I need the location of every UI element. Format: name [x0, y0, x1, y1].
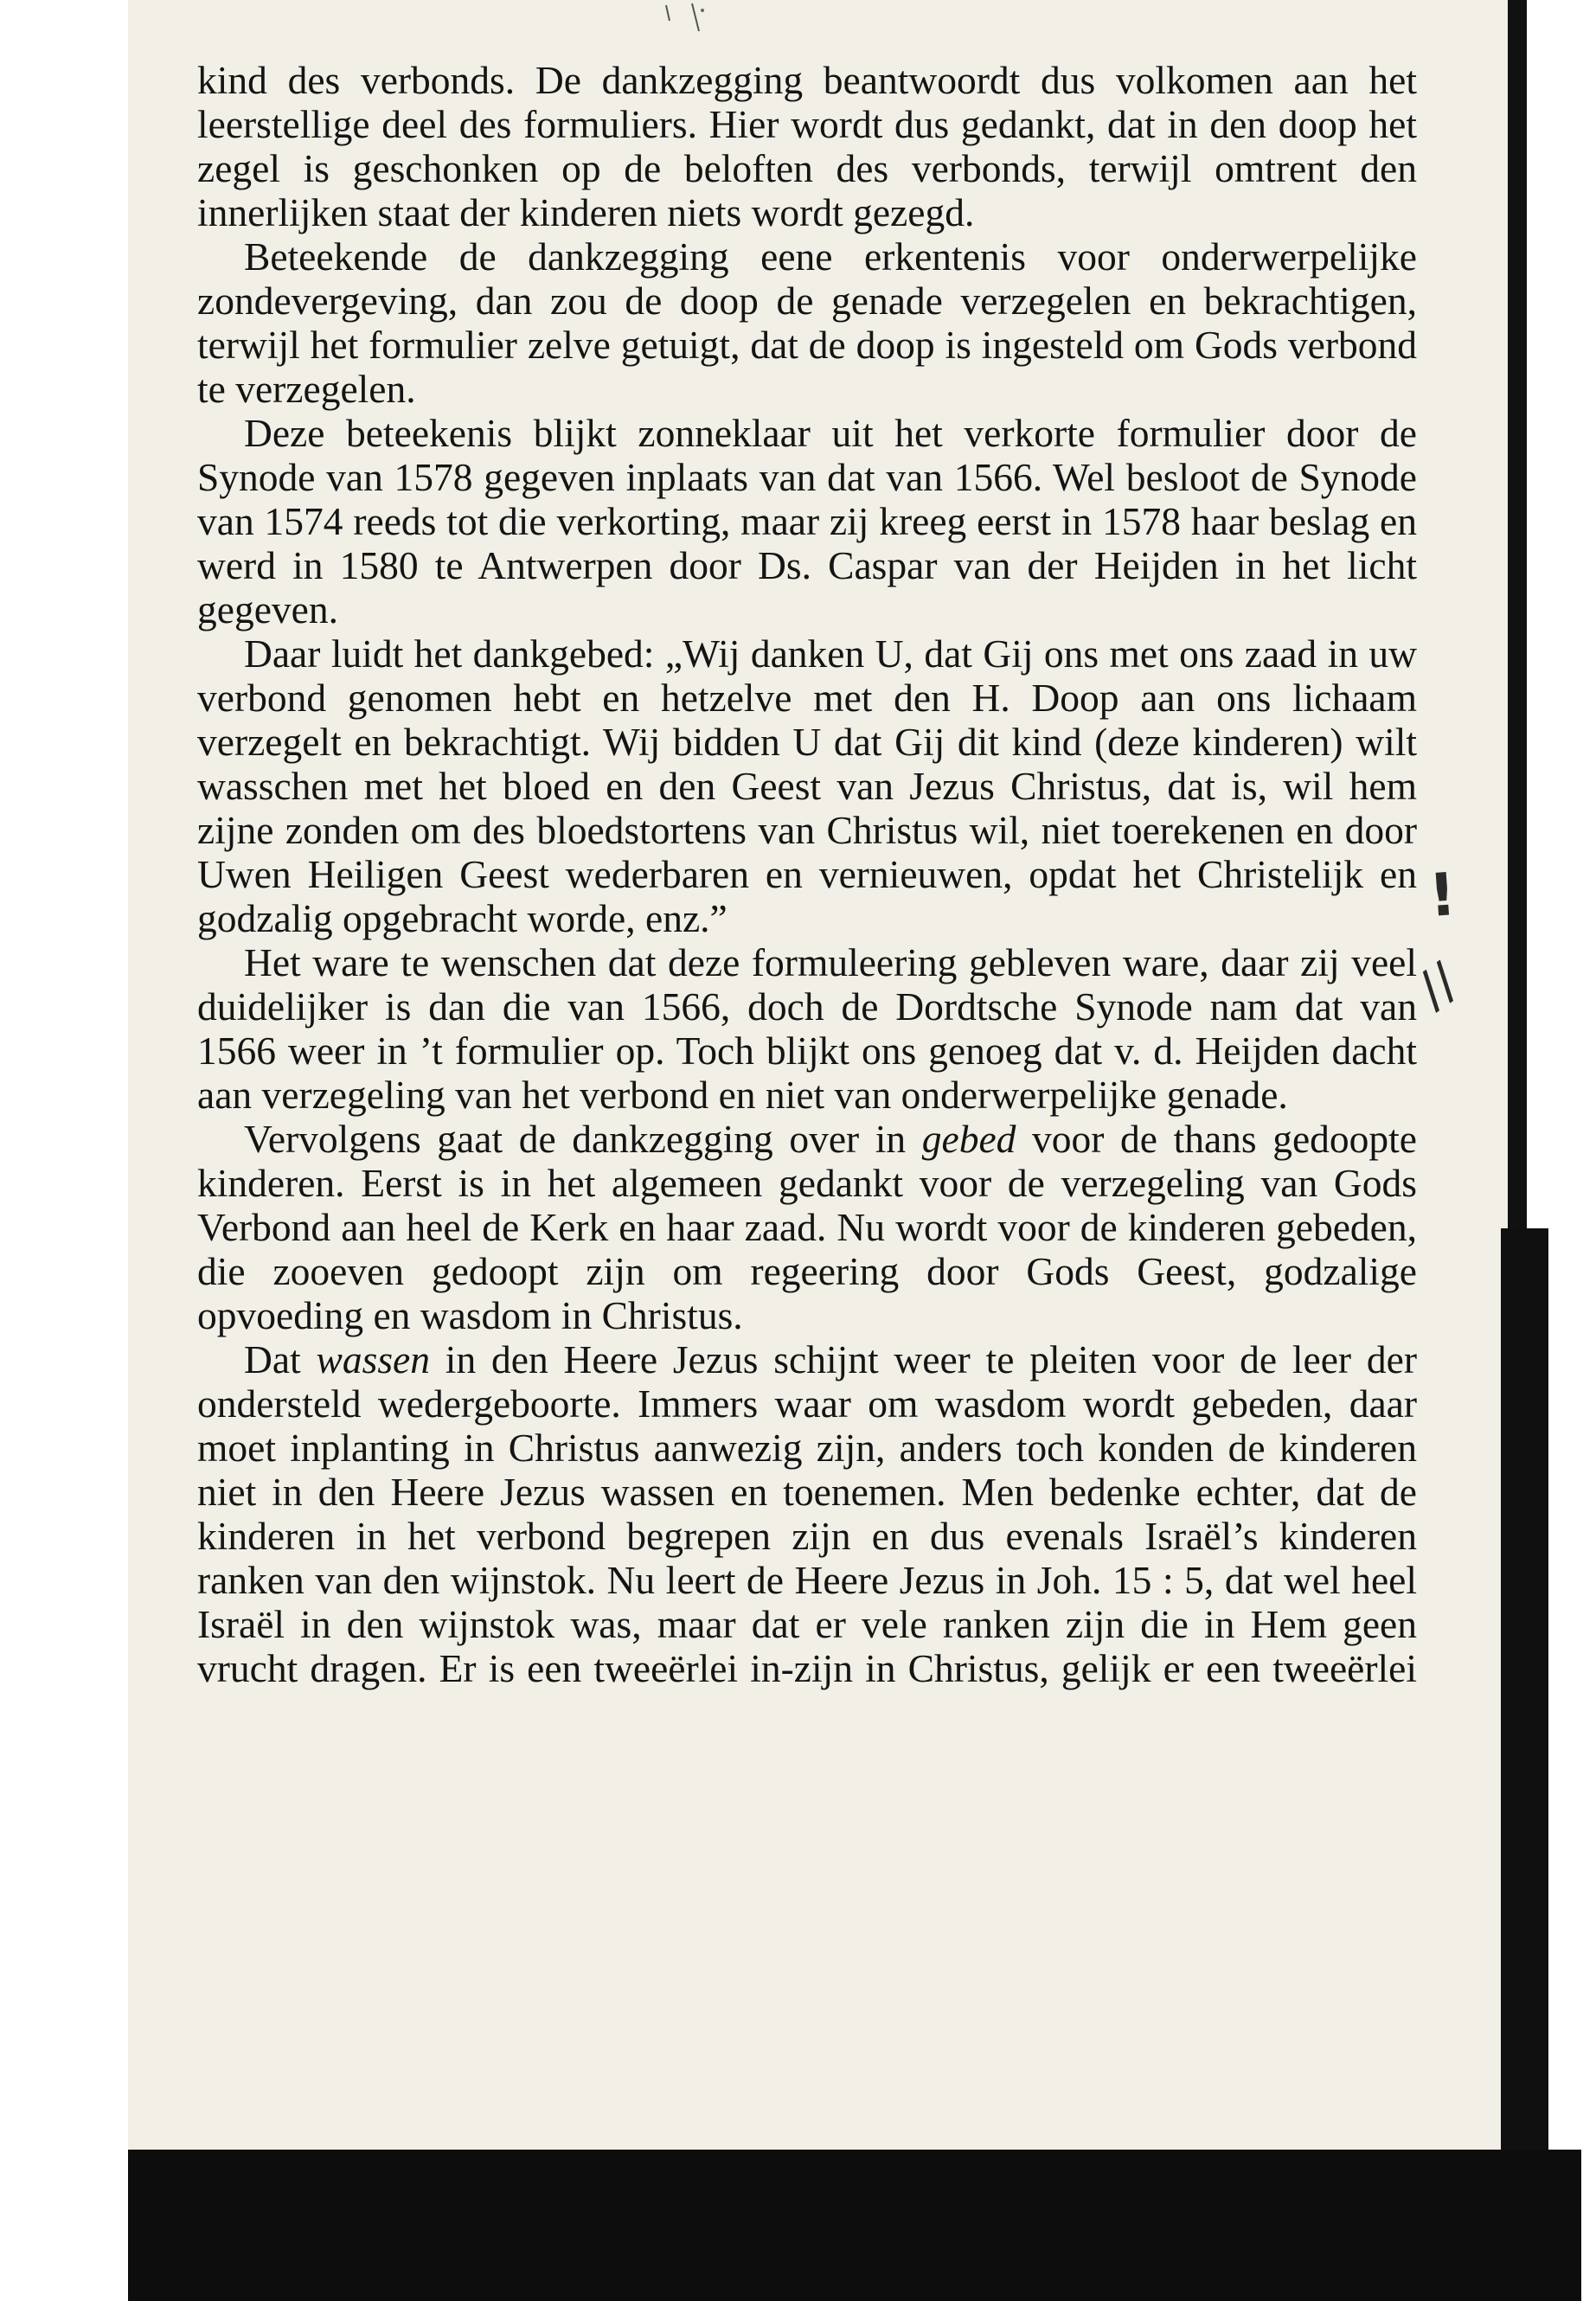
page-edge-shadow-lower — [1501, 1228, 1548, 2150]
paragraph-text: Vervolgens gaat de dankzegging over in — [244, 1117, 922, 1161]
paragraph-text: voor de thans gedoopte kinderen. Eerst is in het algemeen gedankt voor de verzegeling van Gods Verbond aan heel de Kerk en haar zaad. Nu wordt voor de kinderen gebeden, die zooeven gedoopt zijn om regeering door Gods Geest, godzalige opvoeding en wasdom in Christus. — [197, 1117, 1418, 1337]
paragraph: Het ware te wenschen dat deze formuleering gebleven ware, daar zij veel duidelijker is dan die van 1566, doch de Dordtsche Synode nam dat van 1566 weer in ’t formulier op. Toch blijkt ons genoeg dat v. d. Heijden dacht aan verzegeling van het verbond en niet van onderwerpelijke genade. — [197, 940, 1417, 1117]
paragraph: Daar luidt het dankgebed: „Wij danken U, dat Gij ons met ons zaad in uw verbond genomen hebt en hetzelve met den H. Doop aan ons lichaam verzegelt en bekrachtigt. Wij bidden U dat Gij dit kind (deze kinderen) wilt wasschen met het bloed en den Geest van Jezus Christus, dat is, wil hem zijne zonden om des bloedstortens van Christus wil, niet toerekenen en door Uwen Heiligen Geest wederbaren en vernieuwen, opdat het Christelijk en godzalig opgebracht worde, enz.” — [197, 631, 1417, 940]
margin-exclamation-mark: ! — [1426, 861, 1458, 931]
paragraph: kind des verbonds. De dankzegging beantwoordt dus volkomen aan het leerstellige deel des formuliers. Hier wordt dus gedankt, dat in den doop het zegel is geschonken op de beloften des verbonds, terwijl omtrent den innerlijken staat der kinderen niets wordt gezegd. — [197, 58, 1417, 234]
paragraph-text: Dat — [244, 1337, 317, 1381]
margin-slash-mark: // — [1407, 951, 1469, 1020]
paragraph-text: in den Heere Jezus schijnt weer te pleiten voor de leer der ondersteld wedergeboorte. Immers waar om wasdom wordt gebeden, daar moet inplanting in Christus aanwezig zijn, anders toch konden de kinderen niet in den Heere Jezus wassen en toenemen. Men bedenke echter, dat de kinderen in het verbond begrepen zijn en dus evenals Israël’s kinderen ranken van den wijnstok. Nu leert de Heere Jezus in Joh. 15 : 5, dat wel heel Israël in den wijnstok was, maar dat er vele ranken zijn die in Hem geen vrucht dragen. Er is een tweeërlei in-zijn in Christus, gelijk er een tweeërlei — [197, 1337, 1417, 1690]
page-edge-shadow — [1508, 0, 1527, 1228]
paragraph: Beteekende de dankzegging eene erkentenis voor onderwerpelijke zondevergeving, dan zou de doop de genade verzegelen en bekrachtigen, terwijl het formulier zelve getuigt, dat de doop is ingesteld om Gods verbond te verzegelen. — [197, 234, 1417, 411]
ink-speck-mark — [657, 2, 718, 36]
paragraph: Deze beteekenis blijkt zonneklaar uit het verkorte formulier door de Synode van 1578 gegeven inplaats van dat van 1566. Wel besloot de Synode van 1574 reeds tot die verkorting, maar zij kreeg eerst in 1578 haar beslag en werd in 1580 te Antwerpen door Ds. Caspar van der Heijden in het licht gegeven. — [197, 411, 1417, 631]
emphasis: gebed — [921, 1117, 1016, 1161]
paragraph — [197, 1337, 1417, 1690]
paragraph — [197, 1117, 1417, 1337]
body-text — [197, 58, 1417, 1690]
emphasis: wassen — [316, 1337, 430, 1381]
scan-bottom-border — [128, 2150, 1581, 2301]
page-margin-white — [1527, 0, 1596, 1228]
